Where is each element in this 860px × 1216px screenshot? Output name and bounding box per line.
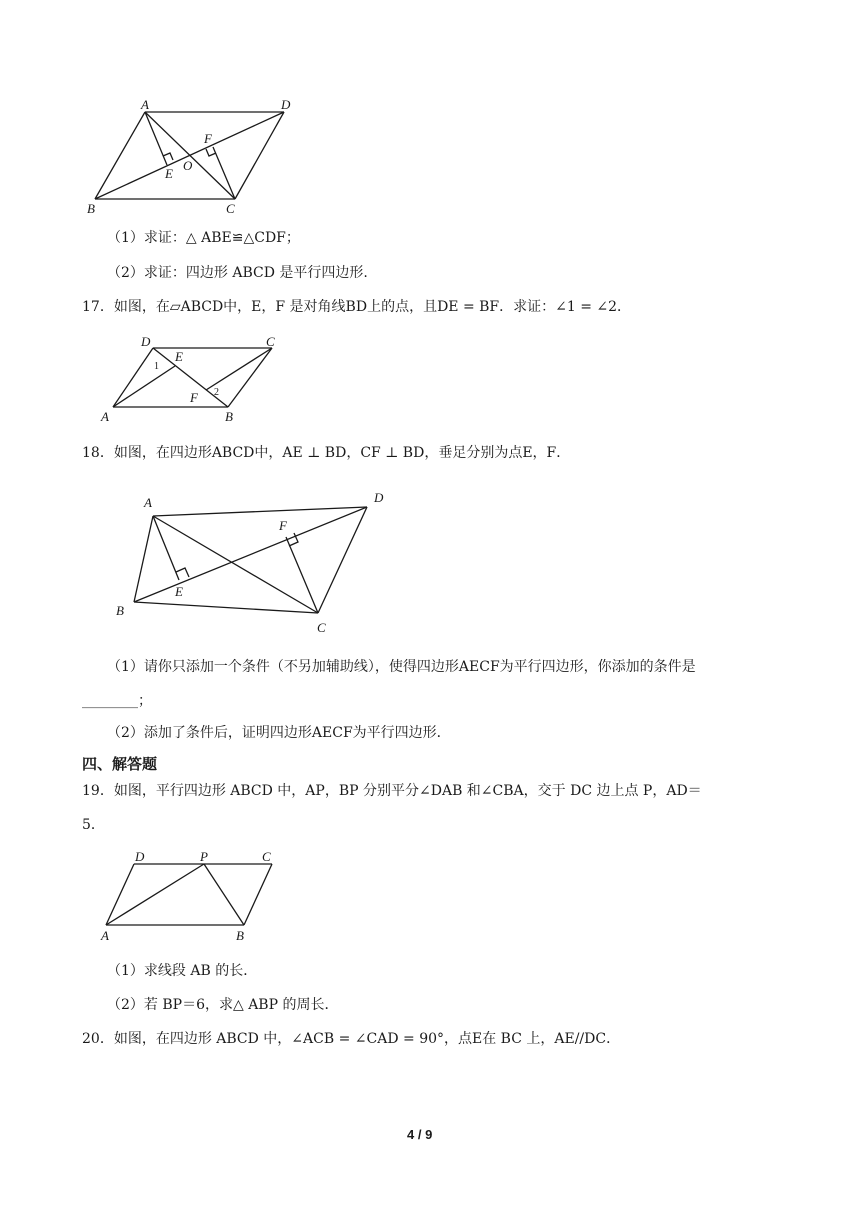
figure-label-c: C [262,849,271,864]
q19-part1: （1）求线段 AB 的长． [107,963,258,979]
angle-label-1: 1 [154,361,159,372]
figure-label-d: D [281,97,291,112]
figure-label-f: F [279,518,287,533]
q16-part1: （1）求证：△ ABE≌△CDF； [107,230,300,246]
figure-label-d: D [141,334,151,349]
q18-blank: ________； [82,693,152,709]
figure-label-e: E [175,349,183,364]
figure-label-f: F [190,390,198,405]
page-number: 4 / 9 [407,1127,433,1142]
section-heading: 四、解答题 [82,755,158,773]
q18-part2: （2）添加了条件后，证明四边形AECF为平行四边形． [107,725,451,741]
q16-part2: （2）求证：四边形 ABCD 是平行四边形. [107,265,368,281]
figure-label-e: E [175,584,183,599]
q20-text: 20．如图，在四边形 ABCD 中，∠ACB = ∠CAD = 90°，点E在 BC 上，AE//DC． [82,1031,621,1047]
angle-label-2: 2 [214,387,219,398]
figure-label-a: A [141,97,149,112]
figure-label-a: A [144,495,152,510]
figure-label-c: C [226,201,235,216]
q17-text: 17．如图，在▱ABCD中，E，F 是对角线BD上的点，且DE = BF．求证：∠1 = ∠2． [82,299,632,315]
figure-q18 [112,485,392,635]
q18-text: 18．如图，在四边形ABCD中，AE ⊥ BD，CF ⊥ BD，垂足分别为点E，F． [82,445,571,461]
figure-label-p: P [200,849,208,864]
figure-label-b: B [225,409,233,424]
figure-label-b: B [236,928,244,943]
figure-label-d: D [135,849,145,864]
q19-text-line2: 5． [82,817,105,833]
figure-label-b: B [116,603,124,618]
figure-q19 [98,845,288,945]
q18-part1: （1）请你只添加一个条件（不另加辅助线），使得四边形AECF为平行四边形，你添加的条件是 [107,659,696,675]
figure-label-e: E [165,166,173,181]
figure-label-f: F [204,131,212,146]
figure-label-c: C [266,334,275,349]
figure-q16 [85,95,305,220]
figure-label-b: B [87,201,95,216]
figure-label-a: A [101,409,109,424]
figure-label-d: D [374,490,384,505]
q19-text-line1: 19．如图，平行四边形 ABCD 中，AP，BP 分别平分∠DAB 和∠CBA，交于 DC 边上点 P，AD＝ [82,783,702,799]
figure-q17 [98,330,288,425]
figure-label-o: O [183,158,193,173]
figure-label-c: C [317,620,326,635]
figure-label-a: A [101,928,109,943]
q19-part2: （2）若 BP＝6，求△ ABP 的周长． [107,997,339,1013]
